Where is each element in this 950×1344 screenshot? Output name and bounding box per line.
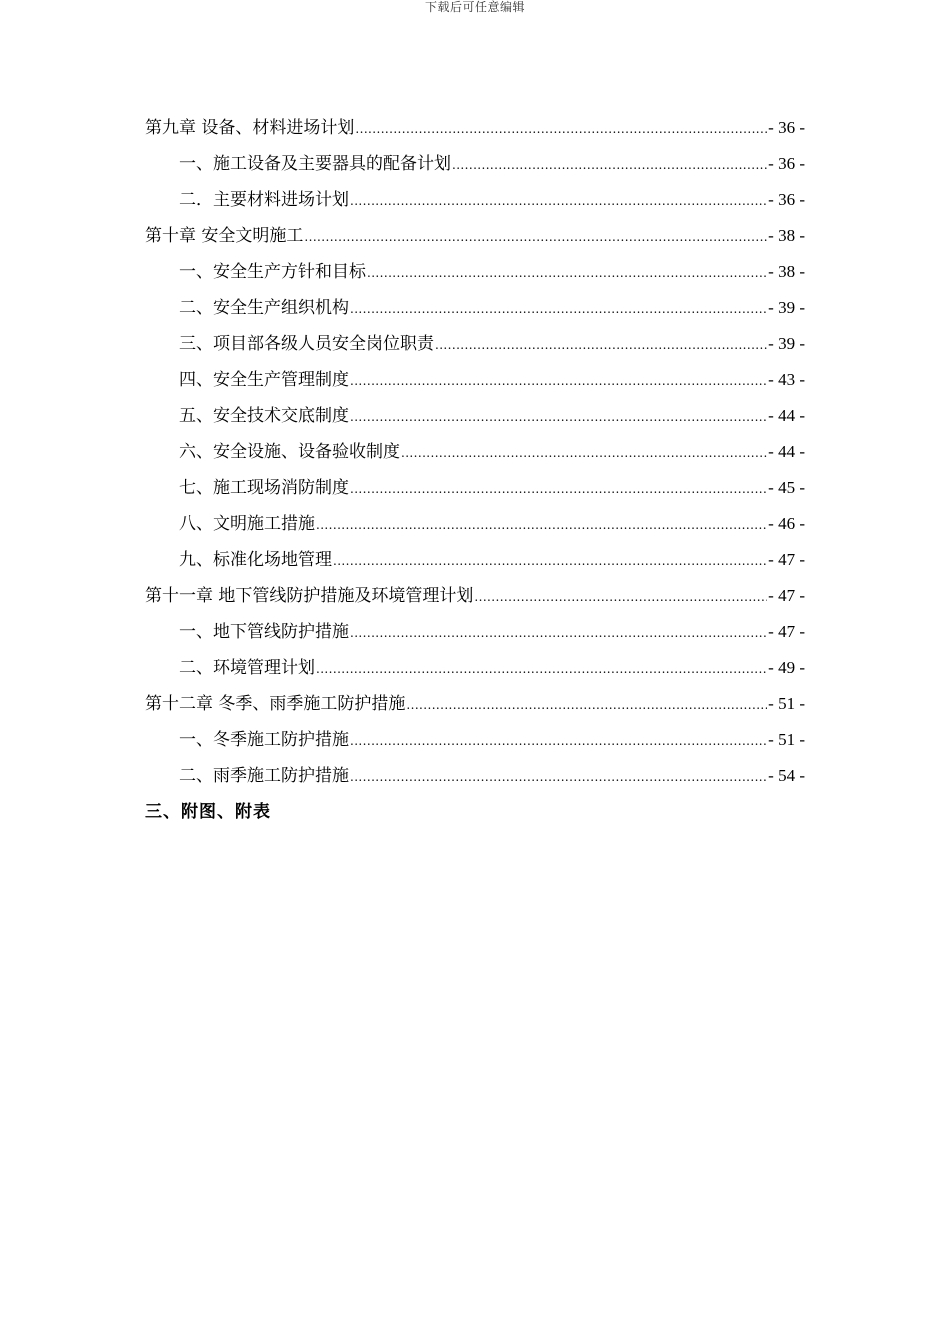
toc-page-number: - 39 - — [768, 334, 805, 353]
toc-section[interactable] — [145, 542, 805, 578]
toc-dot-leader — [474, 579, 767, 615]
toc-dot-leader — [304, 219, 767, 255]
toc-dot-leader — [406, 687, 767, 723]
toc-page-number: - 54 - — [768, 766, 805, 785]
toc-dot-leader — [350, 363, 767, 399]
toc-entry-label: 二、安全生产组织机构 — [179, 298, 349, 318]
toc-entry-label: 一、施工设备及主要器具的配备计划 — [179, 154, 451, 174]
toc-section[interactable] — [145, 362, 805, 398]
toc-page-number: - 49 - — [768, 658, 805, 677]
toc-dot-leader — [350, 723, 767, 759]
toc-entry-label: 一、安全生产方针和目标 — [179, 262, 366, 282]
page-header: 下载后可任意编辑 — [424, 0, 525, 14]
toc-entry-label: 第十章 安全文明施工 — [145, 226, 304, 246]
toc-entry-label: 三、项目部各级人员安全岗位职责 — [179, 334, 434, 354]
toc-dot-leader — [350, 399, 767, 435]
toc-chapter-10[interactable] — [145, 218, 805, 254]
toc-dot-leader — [350, 615, 767, 651]
toc-dot-leader — [350, 759, 767, 795]
toc-entry-label: 八、文明施工措施 — [179, 514, 315, 534]
toc-page-number: - 47 - — [768, 622, 805, 641]
toc-page-number: - 44 - — [768, 406, 805, 425]
toc-page-number: - 39 - — [768, 298, 805, 317]
toc-entry-label: 二．主要材料进场计划 — [179, 190, 349, 210]
toc-dot-leader — [367, 255, 767, 291]
toc-entry-label: 四、安全生产管理制度 — [179, 370, 349, 390]
toc-page-number: - 45 - — [768, 478, 805, 497]
toc-dot-leader — [316, 507, 767, 543]
toc-chapter-12[interactable] — [145, 686, 805, 722]
toc-dot-leader — [316, 651, 767, 687]
toc-dot-leader — [333, 543, 767, 579]
toc-section[interactable] — [145, 758, 805, 794]
toc-entry-label: 二、环境管理计划 — [179, 658, 315, 678]
toc-chapter-9[interactable] — [145, 110, 805, 146]
toc-page-number: - 47 - — [768, 550, 805, 569]
toc-dot-leader — [350, 183, 767, 219]
toc-section[interactable] — [145, 290, 805, 326]
toc-page-number: - 36 - — [768, 154, 805, 173]
toc-page-number: - 36 - — [768, 190, 805, 209]
toc-page-number: - 51 - — [768, 730, 805, 749]
toc-section[interactable] — [145, 398, 805, 434]
toc-entry-label: 第十二章 冬季、雨季施工防护措施 — [145, 694, 406, 714]
toc-entry-label: 第九章 设备、材料进场计划 — [145, 118, 355, 138]
toc-page-number: - 43 - — [768, 370, 805, 389]
toc-dot-leader — [350, 291, 767, 327]
toc-page-number: - 38 - — [768, 226, 805, 245]
toc-dot-leader — [435, 327, 767, 363]
toc-section[interactable] — [145, 506, 805, 542]
toc-page-number: - 38 - — [768, 262, 805, 281]
toc-dot-leader — [452, 147, 767, 183]
toc-entry-label: 第十一章 地下管线防护措施及环境管理计划 — [145, 586, 474, 606]
toc-entry-label: 一、地下管线防护措施 — [179, 622, 349, 642]
toc-entry-label: 六、安全设施、设备验收制度 — [179, 442, 400, 462]
toc-section[interactable] — [145, 650, 805, 686]
toc-dot-leader — [401, 435, 767, 471]
toc-entry-label: 七、施工现场消防制度 — [179, 478, 349, 498]
toc-appendix-heading[interactable]: 三、附图、附表 — [145, 802, 271, 822]
toc-section[interactable] — [145, 434, 805, 470]
toc-dot-leader — [350, 471, 767, 507]
toc-page-number: - 51 - — [768, 694, 805, 713]
toc-entry-label: 二、雨季施工防护措施 — [179, 766, 349, 786]
toc-page-number: - 47 - — [768, 586, 805, 605]
toc-page-number: - 46 - — [768, 514, 805, 533]
toc-dot-leader — [355, 111, 767, 147]
toc-section[interactable] — [145, 722, 805, 758]
toc-section[interactable] — [145, 182, 805, 218]
table-of-contents — [145, 110, 805, 830]
toc-section[interactable] — [145, 470, 805, 506]
toc-entry-label: 一、冬季施工防护措施 — [179, 730, 349, 750]
toc-section[interactable] — [145, 326, 805, 362]
toc-entry-label: 五、安全技术交底制度 — [179, 406, 349, 426]
toc-page-number: - 36 - — [768, 118, 805, 137]
toc-section[interactable] — [145, 146, 805, 182]
toc-section[interactable] — [145, 614, 805, 650]
toc-chapter-11[interactable] — [145, 578, 805, 614]
toc-entry-label: 九、标准化场地管理 — [179, 550, 332, 570]
toc-page-number: - 44 - — [768, 442, 805, 461]
toc-section[interactable] — [145, 254, 805, 290]
